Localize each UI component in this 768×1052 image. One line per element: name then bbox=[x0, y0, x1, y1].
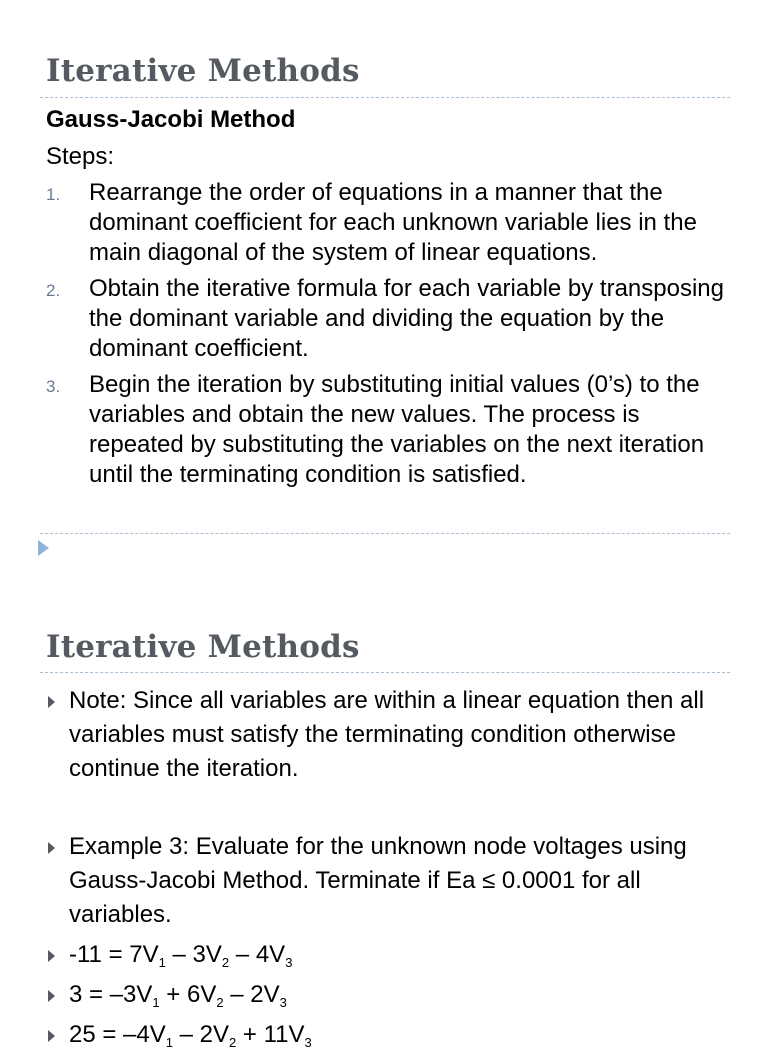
footer-arrow-icon bbox=[38, 540, 49, 556]
slide1-title: Iterative Methods bbox=[46, 53, 360, 89]
step-text: Begin the iteration by substituting initial values (0’s) to the variables and obtain the new values. The process is repeated by substituting the variables on the next iteration until the terminating condition is satisfied. bbox=[89, 371, 705, 488]
title-divider bbox=[40, 97, 730, 98]
example-text: Example 3: Evaluate for the unknown node voltages using Gauss-Jacobi Method. Terminate if Ea ≤ 0.0001 for all variables. bbox=[69, 833, 687, 928]
step-item bbox=[46, 178, 736, 268]
footer-divider bbox=[40, 533, 730, 534]
step-number: 2. bbox=[46, 281, 61, 300]
steps-list bbox=[46, 178, 736, 496]
step-number: 1. bbox=[46, 185, 61, 204]
steps-label: Steps: bbox=[46, 143, 115, 170]
equation-item bbox=[46, 978, 746, 1012]
equation-3: $25 = -4V_1 - 2V_2 + 11V_3$ bbox=[69, 1021, 312, 1050]
title-divider bbox=[40, 672, 730, 673]
equation-item bbox=[46, 1018, 746, 1052]
step-item bbox=[46, 370, 736, 490]
step-text: Rearrange the order of equations in a manner that the dominant coefficient for each unknown variable lies in the main diagonal of the system of linear equations. bbox=[89, 179, 697, 266]
step-text: Obtain the iterative formula for each variable by transposing the dominant variable and dividing the equation by the dominant coefficient. bbox=[89, 275, 725, 362]
step-item bbox=[46, 274, 736, 364]
slide2-title: Iterative Methods bbox=[46, 629, 360, 665]
method-subheading: Gauss-Jacobi Method bbox=[46, 106, 296, 133]
note-item bbox=[46, 684, 746, 786]
equation-2: $3 = -3V_1 + 6V_2 - 2V_3$ bbox=[69, 981, 287, 1010]
equation-item bbox=[46, 938, 746, 972]
bullet-arrow-icon bbox=[48, 950, 55, 962]
bullet-arrow-icon bbox=[48, 842, 55, 854]
bullet-arrow-icon bbox=[48, 990, 55, 1002]
example-item bbox=[46, 830, 746, 932]
bullet-list bbox=[46, 684, 746, 1052]
step-number: 3. bbox=[46, 377, 61, 396]
equation-1: $-11 = 7V_1 - 3V_2 - 4V_3$ bbox=[69, 941, 293, 970]
bullet-arrow-icon bbox=[48, 1030, 55, 1042]
note-text: Note: Since all variables are within a linear equation then all variables must satisfy the terminating condition otherwise continue the iteration. bbox=[69, 687, 705, 782]
bullet-arrow-icon bbox=[48, 696, 55, 708]
